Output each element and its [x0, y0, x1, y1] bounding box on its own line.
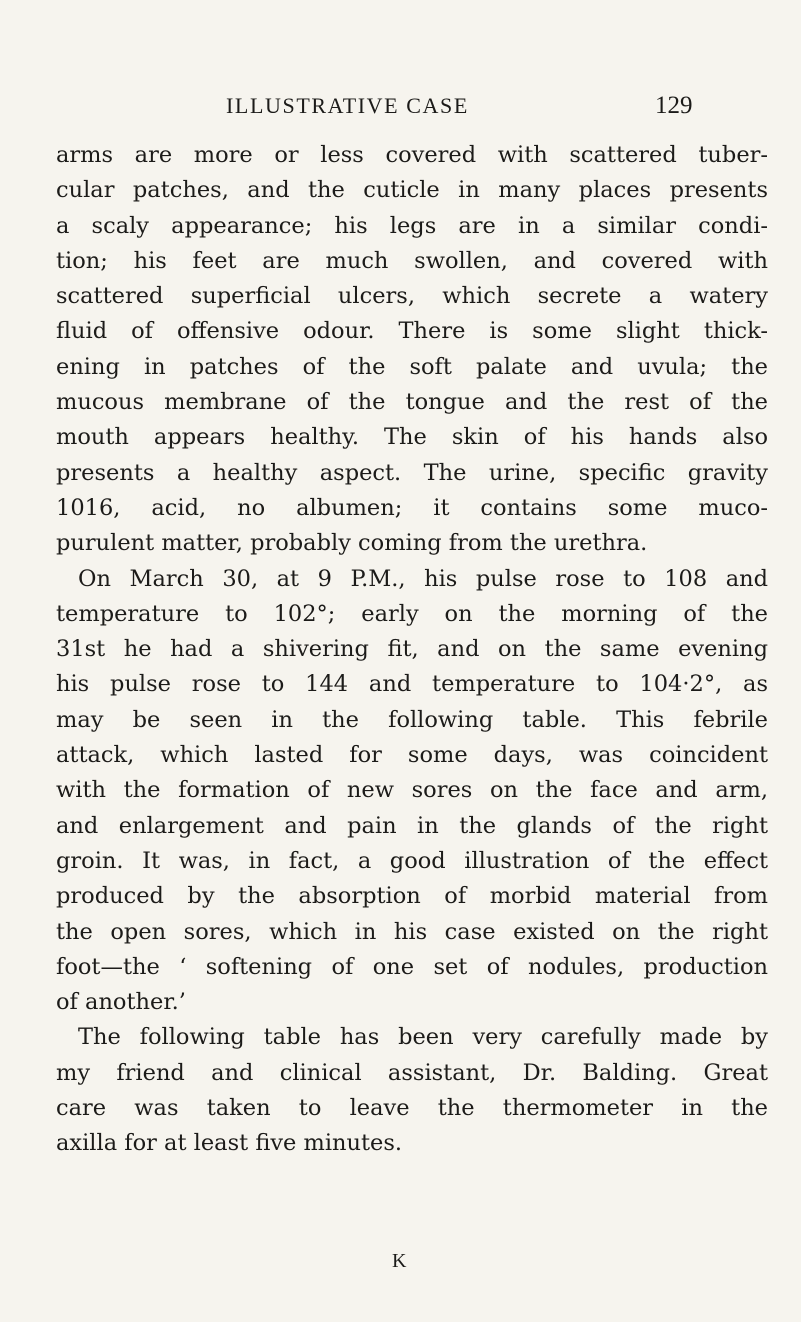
- text-line: purulent matter, probably coming from the urethra.: [56, 530, 648, 557]
- text-line: care was taken to leave the thermometer in the: [56, 1095, 768, 1122]
- text-line: of another.’: [56, 989, 186, 1016]
- text-line: produced by the absorption of morbid material from: [56, 883, 768, 910]
- text-line: axilla for at least five minutes.: [56, 1130, 403, 1157]
- text-line: foot—the ‘ softening of one set of nodules, production: [56, 953, 768, 980]
- running-head: [0, 92, 801, 132]
- text-line: my friend and clinical assistant, Dr. Balding. Great: [56, 1059, 768, 1086]
- text-line: The following table has been very carefully made by: [78, 1024, 768, 1051]
- text-line: arms are more or less covered with scattered tuber-: [56, 142, 768, 168]
- text-line: tion; his feet are much swollen, and covered with: [56, 247, 768, 274]
- text-line: fluid of offensive odour. There is some slight thick-: [56, 318, 768, 345]
- text-line: cular patches, and the cuticle in many places presents: [56, 177, 768, 204]
- text-line: ening in patches of the soft palate and uvula; the: [56, 353, 768, 380]
- signature-mark: K: [392, 1250, 407, 1272]
- text-line: may be seen in the following table. This febrile: [56, 706, 768, 733]
- text-line: presents a healthy aspect. The urine, specific gravity: [56, 459, 768, 486]
- text-line: On March 30, at 9 P.M., his pulse rose to 108 and: [78, 565, 768, 592]
- text-line: attack, which lasted for some days, was coincident: [56, 742, 768, 769]
- text-line: scattered superficial ulcers, which secrete a watery: [56, 283, 768, 310]
- text-line: with the formation of new sores on the face and arm,: [56, 777, 768, 804]
- text-line: mucous membrane of the tongue and the rest of the: [56, 389, 768, 416]
- text-line: 1016, acid, no albumen; it contains some muco-: [56, 494, 768, 521]
- text-line: and enlargement and pain in the glands of the right: [56, 812, 768, 839]
- text-line: groin. It was, in fact, a good illustration of the effect: [56, 847, 768, 874]
- text-line: a scaly appearance; his legs are in a similar condi-: [56, 212, 768, 239]
- text-line: mouth appears healthy. The skin of his hands also: [56, 424, 768, 451]
- page-number: 129: [655, 92, 693, 119]
- text-line: temperature to 102°; early on the morning of the: [56, 600, 768, 627]
- text-line: 31st he had a shivering fit, and on the same evening: [56, 636, 768, 663]
- body-text: [56, 138, 768, 1162]
- running-title: ILLUSTRATIVE CASE: [226, 93, 469, 118]
- text-line: the open sores, which in his case existed on the right: [56, 918, 768, 945]
- text-line: his pulse rose to 144 and temperature to 104·2°, as: [56, 671, 768, 698]
